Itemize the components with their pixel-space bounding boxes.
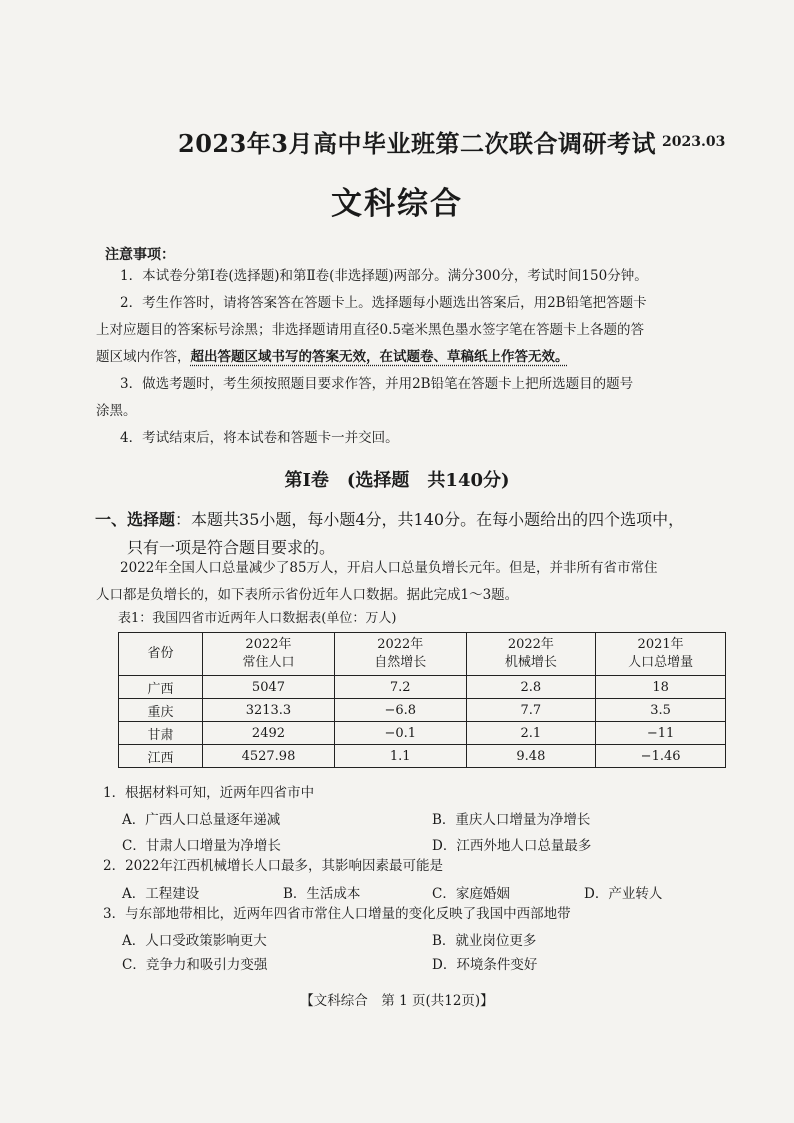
notice-item-1: 1．本试卷分第Ⅰ卷(选择题)和第Ⅱ卷(非选择题)两部分。满分300分，考试时间150分钟。: [120, 268, 648, 284]
question-2-option-b: B．生活成本: [283, 886, 361, 902]
table-cell: −11: [596, 722, 726, 745]
question-3-option-b: B．就业岗位更多: [432, 933, 537, 949]
table-cell: 广西: [119, 676, 203, 699]
question-3-option-c: C．竞争力和吸引力变强: [122, 957, 268, 973]
table-cell: −1.46: [596, 745, 726, 768]
question-2-option-c: C．家庭婚姻: [432, 886, 510, 902]
notice-item-2-emphasis: 超出答题区域书写的答案无效，在试题卷、草稿纸上作答无效。: [190, 349, 569, 365]
question-2-option-d: D．产业转人: [584, 886, 663, 902]
notice-item-3-line-2: 涂黑。: [96, 403, 137, 419]
notice-item-2-line-3: [96, 344, 569, 371]
table-cell: −0.1: [334, 722, 466, 745]
notice-heading: 注意事项：: [105, 247, 175, 263]
table-row: [119, 722, 726, 745]
question-3-stem: 3．与东部地带相比，近两年四省市常住人口增量的变化反映了我国中西部地带: [103, 906, 571, 922]
table-cell: 7.7: [466, 699, 596, 722]
table-cell: 7.2: [334, 676, 466, 699]
question-1-option-a: A．广西人口总量逐年递减: [122, 812, 281, 828]
material-line-1: 2022年全国人口总量减少了85万人，开启人口总量负增长元年。但是，并非所有省市常住: [120, 560, 658, 576]
subject-title: 文科综合: [331, 186, 463, 222]
table-cell: 5047: [203, 676, 335, 699]
table-cell: 重庆: [119, 699, 203, 722]
material-line-2: 人口都是负增长的，如下表所示省份近年人口数据。据此完成1～3题。: [96, 587, 519, 603]
section-title: 第Ⅰ卷 (选择题 共140分): [284, 470, 510, 491]
question-3-option-d: D．环境条件变好: [432, 957, 538, 973]
population-table: [118, 632, 726, 768]
question-2-stem: 2．2022年江西机械增长人口最多，其影响因素最可能是: [103, 858, 443, 874]
part1-text-line-1: ：本题共35小题，每小题4分，共140分。在每小题给出的四个选项中，: [175, 510, 685, 529]
table-cell: 18: [596, 676, 726, 699]
notice-item-3-line-1: 3．做选考题时，考生须按照题目要求作答，并用2B铅笔在答题卡上把所选题目的题号: [120, 376, 634, 392]
notice-item-4: 4．考试结束后，将本试卷和答题卡一并交回。: [120, 430, 399, 446]
table-header-natural-growth: 2022年 自然增长: [334, 633, 466, 676]
exam-date: 2023.03: [662, 134, 726, 150]
question-1-option-b: B．重庆人口增量为净增长: [432, 812, 591, 828]
notice-item-2-line-2: 上对应题目的答案标号涂黑；非选择题请用直径0.5毫米黑色墨水签字笔在答题卡上各题的答: [96, 322, 644, 338]
page-footer: 【文科综合 第 1 页(共12页)】: [300, 993, 494, 1009]
part1-heading: [95, 506, 684, 562]
table-cell: 江西: [119, 745, 203, 768]
question-1-option-d: D．江西外地人口总量最多: [432, 838, 592, 854]
table-cell: 甘肃: [119, 722, 203, 745]
table-header-row: [119, 633, 726, 676]
table-cell: 2492: [203, 722, 335, 745]
part1-label: 一、选择题: [95, 510, 176, 529]
table-caption: 表1：我国四省市近两年人口数据表(单位：万人): [118, 611, 397, 626]
question-1-option-c: C．甘肃人口增量为净增长: [122, 838, 281, 854]
table-row: [119, 699, 726, 722]
part1-text-line-2: 只有一项是符合题目要求的。: [127, 538, 336, 557]
table-header-mechanical-growth: 2022年 机械增长: [466, 633, 596, 676]
table-row: [119, 676, 726, 699]
table-row: [119, 745, 726, 768]
table-cell: 9.48: [466, 745, 596, 768]
question-3-option-a: A．人口受政策影响更大: [122, 933, 267, 949]
table-cell: 3213.3: [203, 699, 335, 722]
notice-item-2-line-1: 2．考生作答时，请将答案答在答题卡上。选择题每小题选出答案后，用2B铅笔把答题卡: [120, 295, 647, 311]
table-cell: 4527.98: [203, 745, 335, 768]
table-cell: 1.1: [334, 745, 466, 768]
question-2-option-a: A．工程建设: [122, 886, 200, 902]
notice-item-2-line-3-text: 题区域内作答，: [96, 349, 191, 365]
question-1-stem: 1．根据材料可知，近两年四省市中: [103, 785, 315, 801]
table-header-province: 省份: [119, 633, 203, 676]
exam-title: 2023年3月高中毕业班第二次联合调研考试: [178, 129, 656, 158]
table-cell: 2.8: [466, 676, 596, 699]
table-cell: 3.5: [596, 699, 726, 722]
table-cell: −6.8: [334, 699, 466, 722]
table-cell: 2.1: [466, 722, 596, 745]
table-header-population: 2022年 常住人口: [203, 633, 335, 676]
table-header-total-increase: 2021年 人口总增量: [596, 633, 726, 676]
